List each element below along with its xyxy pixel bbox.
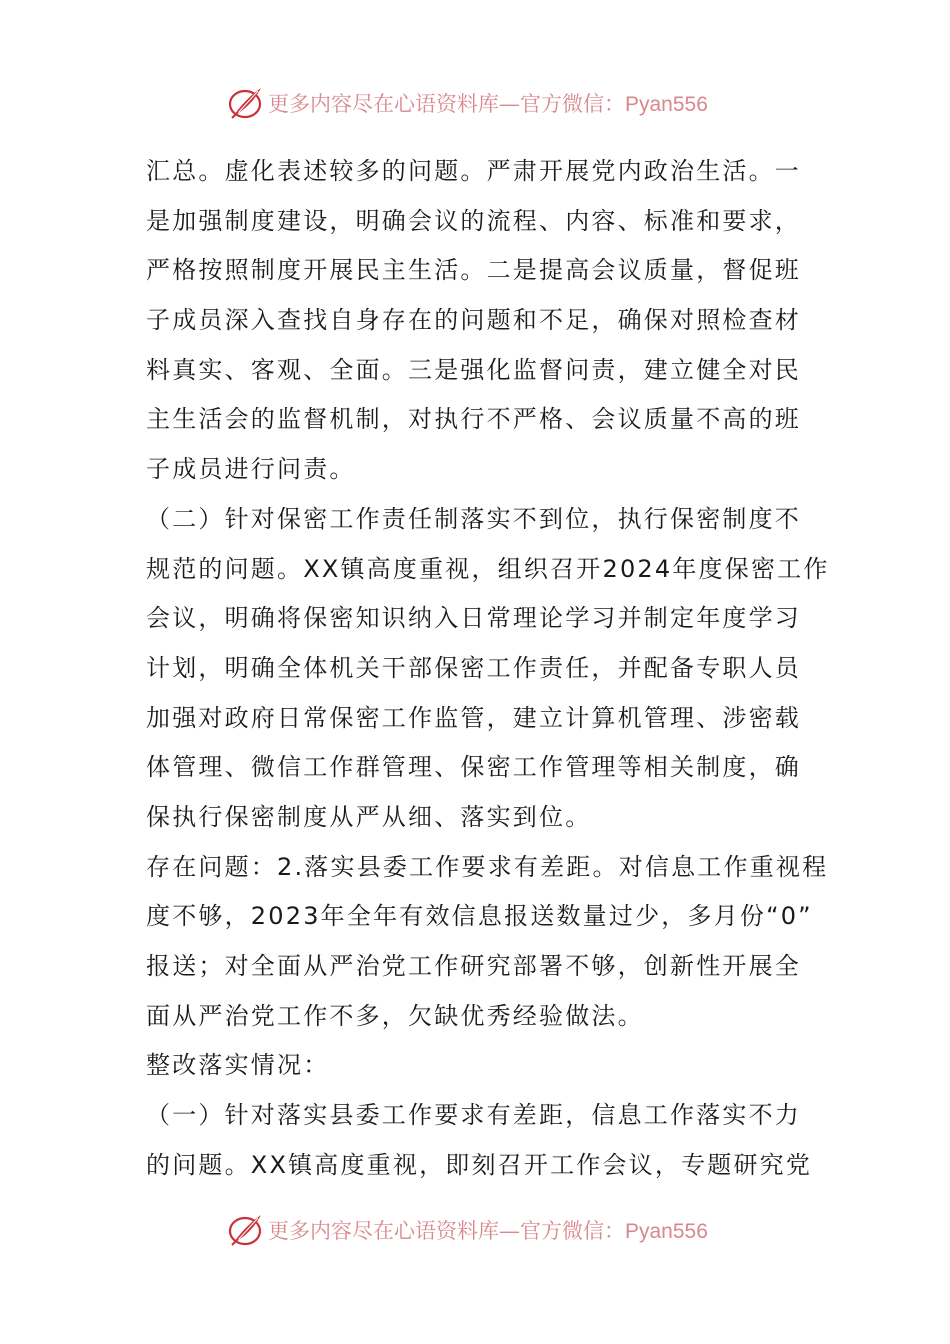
header-watermark-banner <box>228 83 708 123</box>
quill-logo-icon <box>228 85 264 121</box>
footer-wechat-id: Pyan556 <box>625 1220 708 1243</box>
body-line: 会议，明确将保密知识纳入日常理论学习并制定年度学习 <box>146 604 801 633</box>
section-heading-line: （一）针对落实县委工作要求有差距，信息工作落实不力 <box>146 1101 801 1130</box>
section-heading-line: （二）针对保密工作责任制落实不到位，执行保密制度不 <box>146 504 801 533</box>
body-line: 料真实、客观、全面。三是强化监督问责，建立健全对民 <box>146 355 801 384</box>
problem-heading-line: 存在问题：2.落实县委工作要求有差距。对信息工作重视程 <box>146 852 829 881</box>
rectification-heading-line: 整改落实情况： <box>146 1051 330 1080</box>
body-line: 体管理、微信工作群管理、保密工作管理等相关制度，确 <box>146 753 801 782</box>
body-line: 的问题。XX镇高度重视，即刻召开工作会议，专题研究党 <box>146 1150 813 1179</box>
body-line: 报送；对全面从严治党工作研究部署不够，创新性开展全 <box>146 952 801 980</box>
body-line: 度不够，2023年全年有效信息报送数量过少，多月份“0” <box>146 902 813 931</box>
body-line: 计划，明确全体机关干部保密工作责任，并配备专职人员 <box>146 653 801 682</box>
footer-banner-text: 更多内容尽在心语资料库—官方微信：Pyan556 <box>268 1219 708 1243</box>
document-body <box>146 147 830 1190</box>
body-line: 严格按照制度开展民主生活。二是提高会议质量，督促班 <box>146 256 801 285</box>
body-line: 规范的问题。XX镇高度重视，组织召开2024年度保密工作 <box>146 554 830 583</box>
header-wechat-id: Pyan556 <box>625 93 708 116</box>
body-line: 加强对政府日常保密工作监管，建立计算机管理、涉密载 <box>146 703 801 732</box>
body-line: 汇总。虚化表述较多的问题。严肃开展党内政治生活。一 <box>146 157 801 185</box>
body-line: 是加强制度建设，明确会议的流程、内容、标准和要求， <box>146 206 801 235</box>
footer-watermark-banner <box>228 1210 708 1250</box>
body-line: 子成员进行问责。 <box>146 455 356 484</box>
quill-logo-icon <box>228 1212 264 1248</box>
header-banner-text: 更多内容尽在心语资料库—官方微信：Pyan556 <box>268 92 708 116</box>
body-line: 保执行保密制度从严从细、落实到位。 <box>146 802 592 831</box>
body-line: 面从严治党工作不多，欠缺优秀经验做法。 <box>146 1001 644 1030</box>
body-line: 子成员深入查找自身存在的问题和不足，确保对照检查材 <box>146 306 801 335</box>
body-line: 主生活会的监督机制，对执行不严格、会议质量不高的班 <box>146 405 801 434</box>
